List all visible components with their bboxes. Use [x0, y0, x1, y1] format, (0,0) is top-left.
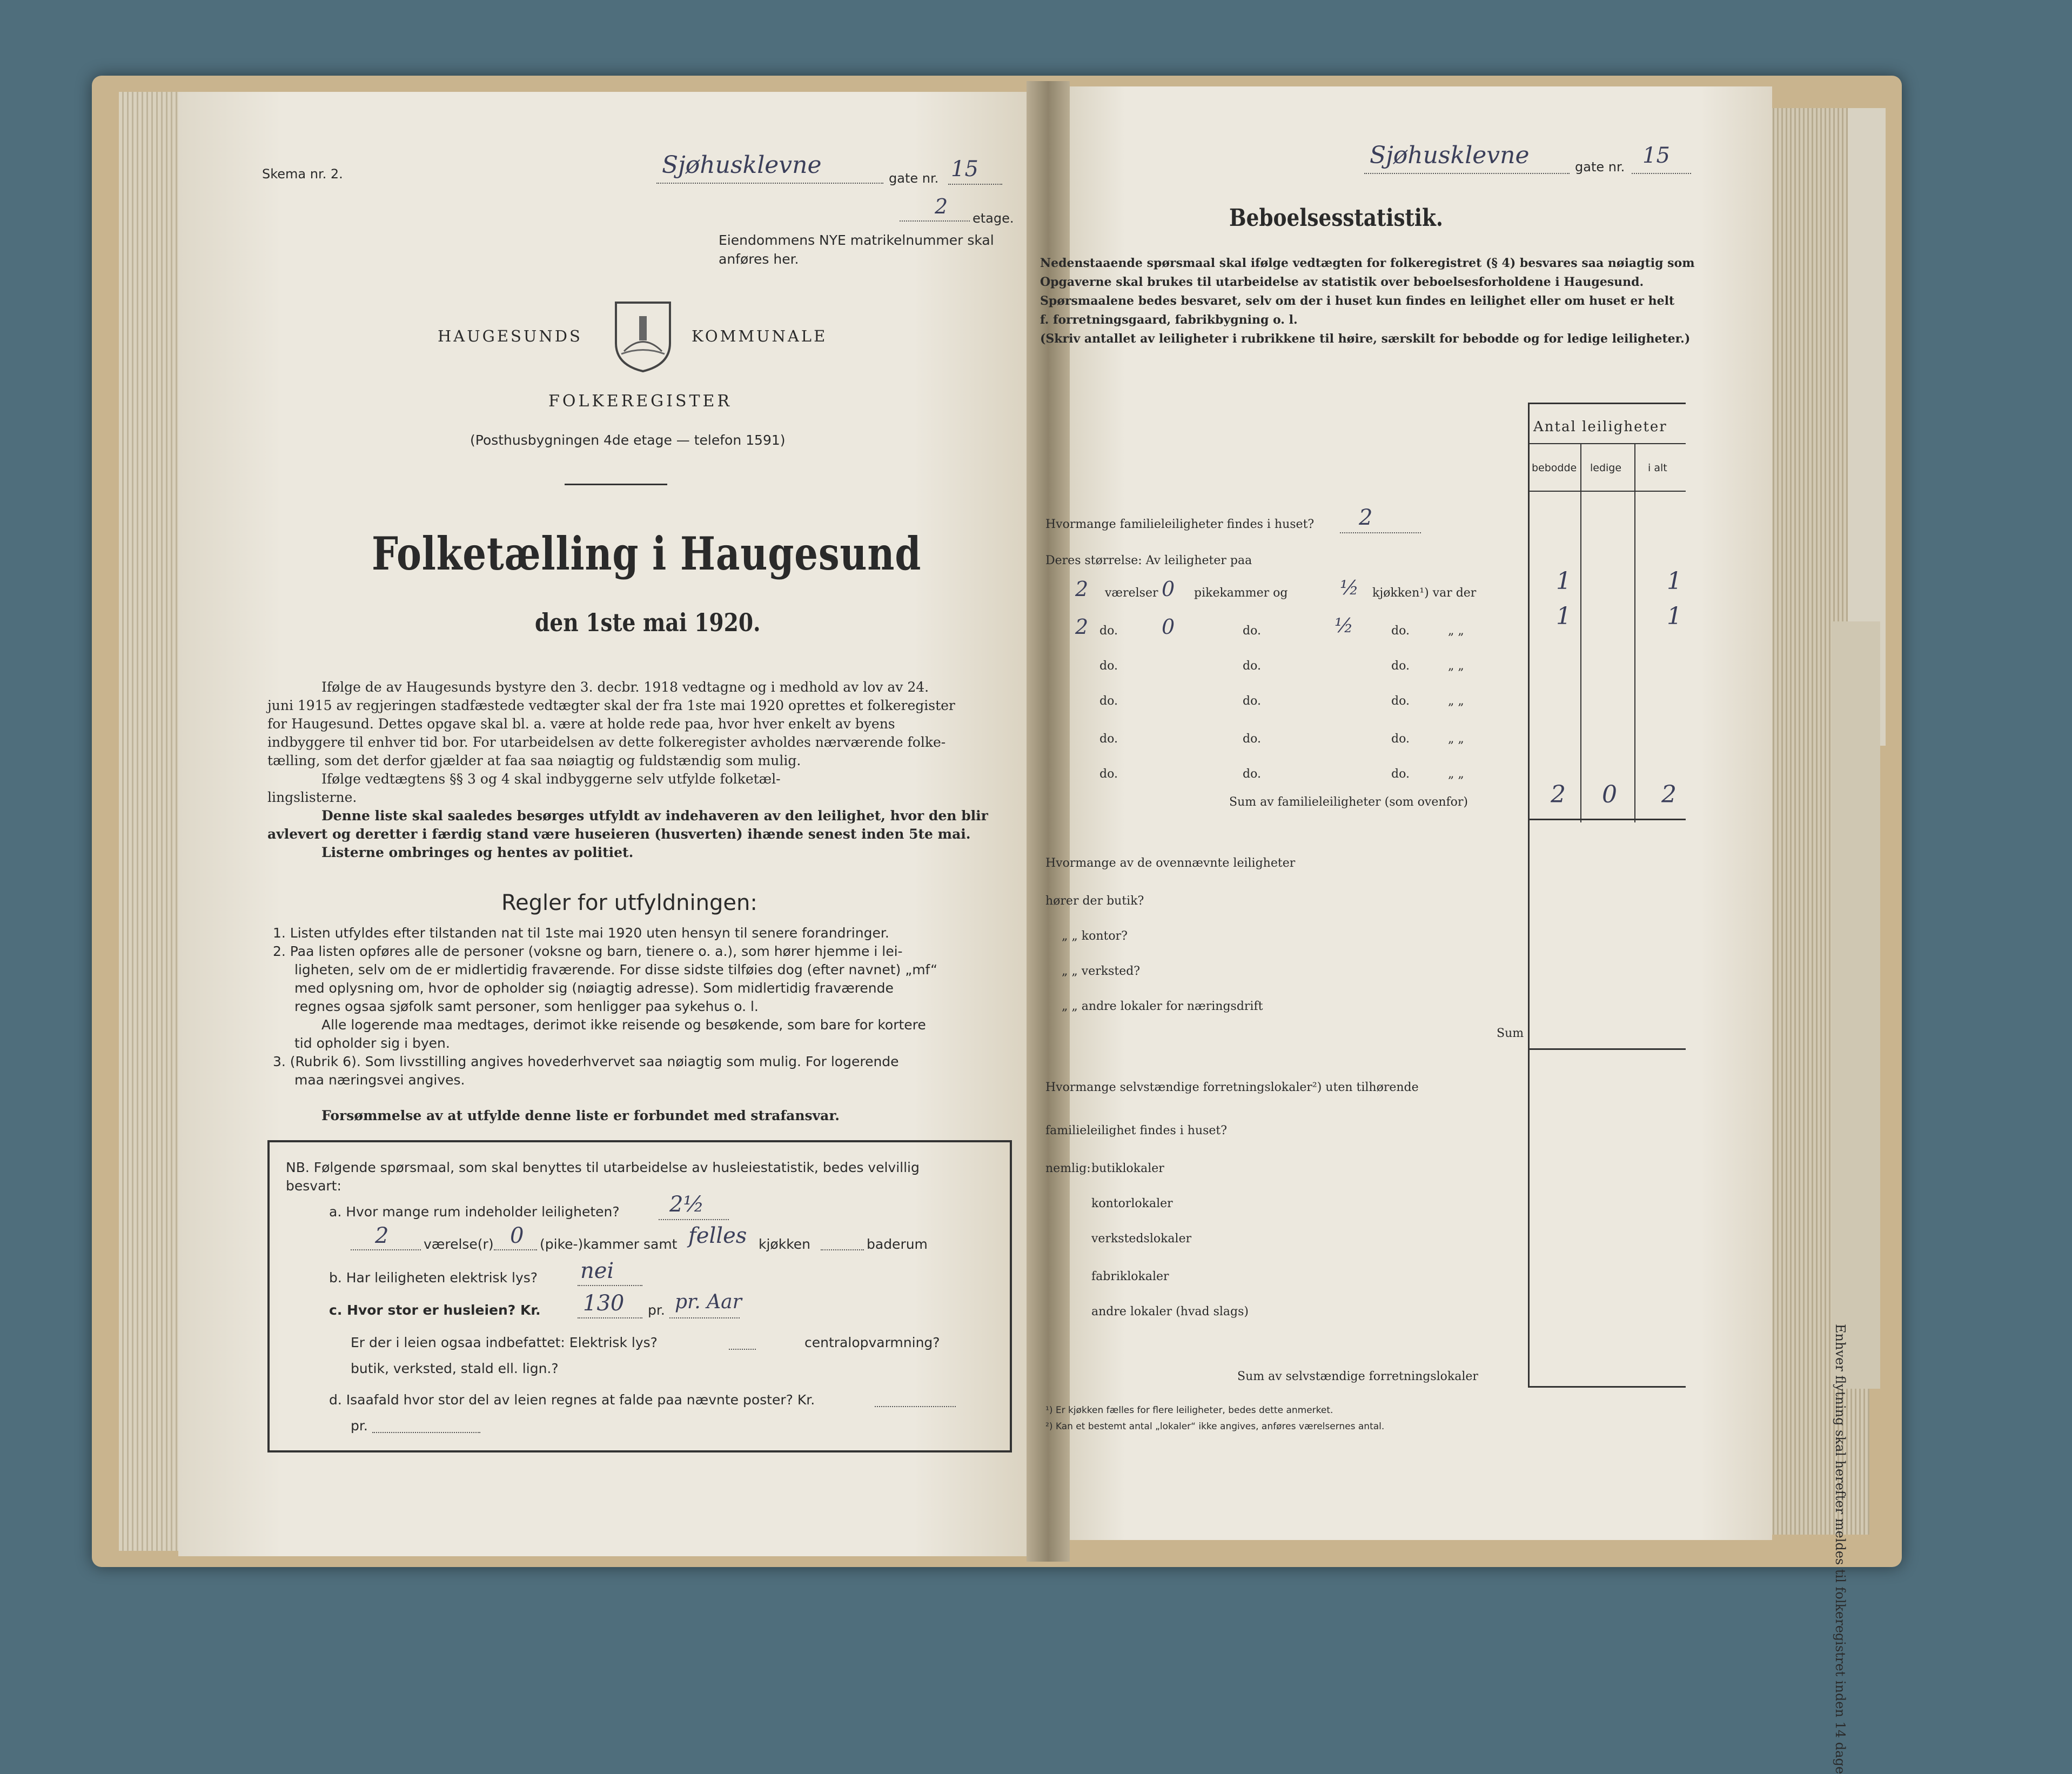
row5-do: do. [1099, 732, 1118, 746]
rule-line: tid opholder sig i byen. [294, 1035, 450, 1051]
table-subheader-rule [1528, 491, 1686, 492]
kontor-lokaler: kontorlokaler [1091, 1197, 1173, 1210]
sum-family: Sum av familieleiligheter (som ovenfor) [1229, 795, 1468, 809]
kitchen-value: felles [688, 1223, 747, 1248]
answer-b-line [578, 1285, 642, 1286]
nemlig-label: nemlig: [1045, 1162, 1091, 1175]
table-header-rule [1528, 443, 1686, 444]
intro-line: juni 1915 av regjeringen stadfæstede vedtægter skal der fra 1ste mai 1920 oprettes et folkeregister [267, 698, 955, 713]
included-line [729, 1349, 756, 1350]
right-street-name: Sjøhusklevne [1370, 142, 1530, 169]
question-central: centralopvarmning? [804, 1335, 940, 1350]
footnote-2: ²) Kan et bestemt antal „lokaler“ ikke angives, anføres værelsernes antal. [1045, 1421, 1385, 1432]
intro-line: indbyggere til enhver tid bor. For utarbeidelsen av dette folkeregister avholdes nærværende folke- [267, 734, 946, 750]
intro-line: for Haugesund. Dettes opgave skal bl. a. være at holde rede paa, hvor hver enkelt av byens [267, 716, 895, 732]
rooms-label: værelse(r) [424, 1236, 494, 1252]
rent-line [578, 1317, 642, 1318]
rule-line: regnes ogsaa sjøfolk samt personer, som henligger paa sykehus o. l. [294, 999, 759, 1014]
pike-line [494, 1249, 537, 1250]
matrikkel-note: Eiendommens NYE matrikelnummer skal [719, 232, 994, 248]
q-family-answer: 2 [1359, 505, 1373, 530]
row2-do-3: do. [1391, 624, 1410, 638]
pike-value: 0 [510, 1223, 524, 1248]
row2-ialt: 1 [1667, 603, 1682, 630]
etage-value: 2 [935, 195, 948, 218]
intro-text [267, 678, 1018, 862]
rules-list [273, 924, 1018, 1089]
question-shop: butik, verksted, stald ell. lign.? [351, 1361, 559, 1376]
subtitle: den 1ste mai 1920. [535, 608, 761, 637]
qd-pr-line [372, 1432, 480, 1433]
intro-line: Ifølge vedtægtens §§ 3 og 4 skal indbyggerne selv utfylde folketæl- [321, 771, 781, 787]
rent-period: pr. Aar [675, 1291, 742, 1313]
period-line [669, 1317, 740, 1318]
row2-kitchen: ½ [1335, 615, 1353, 637]
q-butik: hører der butik? [1045, 894, 1144, 908]
row6-do-3: do. [1391, 767, 1410, 781]
bath-label: baderum [867, 1236, 928, 1252]
q-independent-2: familieleilighet findes i huset? [1045, 1124, 1228, 1137]
question-d: d. Isaafald hvor stor del av leien regnes at falde paa nævnte poster? Kr. [329, 1392, 815, 1408]
q-verksted: „ „ verksted? [1062, 965, 1141, 978]
nb-line-2: besvart: [286, 1178, 341, 1194]
right-intro-line: Nedenstaaende spørsmaal skal ifølge vedtægten for folkeregistret (§ 4) besvares saa nøiagtig som [1040, 256, 1695, 270]
row2-pike: 0 [1162, 615, 1175, 639]
pike-label: (pike-)kammer samt [540, 1236, 678, 1252]
rent-per: pr. [648, 1302, 665, 1318]
row2-do-2: do. [1243, 624, 1261, 638]
andre-lokaler: andre lokaler (hvad slags) [1091, 1305, 1249, 1318]
question-c: c. Hvor stor er husleien? Kr. [329, 1302, 541, 1318]
row1-kitchen: ½ [1340, 577, 1359, 599]
rent-amount: 130 [583, 1291, 625, 1316]
municipality-right: KOMMUNALE [692, 327, 828, 345]
row1-rooms: 2 [1075, 577, 1089, 601]
q-shops: Hvormange av de ovennævnte leiligheter [1045, 856, 1296, 870]
right-intro-line: Opgaverne skal brukes til utarbeidelse av statistik over beboelsesforholdene i Haugesund. [1040, 275, 1644, 289]
col-ialt: i alt [1648, 462, 1667, 474]
nb-line: NB. Følgende spørsmaal, som skal benyttes til utarbeidelse av husleiestatistik, bedes velvillig [286, 1160, 920, 1175]
answer-b: nei [580, 1258, 614, 1283]
row1-kitchen-label: kjøkken¹) var der [1372, 586, 1477, 600]
kitchen-label: kjøkken [759, 1236, 811, 1252]
municipality-left: HAUGESUNDS [438, 327, 582, 345]
right-street-line [1364, 173, 1570, 174]
right-intro [1040, 254, 1753, 349]
q-family: Hvormange familieleiligheter findes i huset? [1045, 518, 1315, 531]
gate-nr-label: gate nr. [889, 171, 939, 186]
intro-line: avlevert og deretter i færdig stand være huseieren (husverten) ihænde senest inden 5te mai. [267, 826, 971, 842]
row1-pike-label: pikekammer og [1194, 586, 1288, 600]
etage-line [900, 220, 970, 222]
answer-a-line [659, 1219, 729, 1220]
sum-bebodde: 2 [1551, 781, 1566, 808]
address-line: (Posthusbygningen 4de etage — telefon 1591) [470, 432, 786, 448]
table-bottom-rule [1528, 1386, 1686, 1388]
table-sum-rule [1528, 819, 1686, 820]
intro-line: tælling, som det derfor gjælder at faa saa nøiagtig og fuldstændig som mulig. [267, 753, 801, 768]
intro-line: Ifølge de av Haugesunds bystyre den 3. decbr. 1918 vedtagne og i medhold av lov av 24. [321, 679, 929, 695]
rooms-value: 2 [375, 1223, 389, 1248]
rule-line: 2. Paa listen opføres alle de personer (voksne og barn, tienere o. a.), som hører hjemme i lei- [273, 943, 903, 959]
sum-ialt: 2 [1661, 781, 1677, 808]
question-included: Er der i leien ogsaa indbefattet: Elektrisk lys? [351, 1335, 658, 1350]
rule-line: med oplysning om, hvor de opholder sig (nøiagtig adresse). Som midlertidig fraværende [294, 980, 894, 996]
row1-pike: 0 [1162, 577, 1175, 601]
fabrik-lokaler: fabriklokaler [1091, 1270, 1169, 1283]
row2-rooms: 2 [1075, 615, 1089, 639]
q-family-line [1340, 532, 1421, 533]
row3-do: do. [1099, 659, 1118, 673]
street-name: Sjøhusklevne [662, 151, 822, 179]
gate-nr-value: 15 [951, 157, 978, 182]
rule-line: Alle logerende maa medtages, derimot ikke reisende og besøkende, som bare for kortere [321, 1017, 926, 1033]
form-number: Skema nr. 2. [262, 166, 343, 182]
nb-box [267, 1140, 1012, 1452]
table-sum-rule-2 [1528, 1048, 1686, 1050]
footnote-1: ¹) Er kjøkken fælles for flere leiligheter, bedes dette anmerket. [1045, 1405, 1333, 1416]
row4-do: do. [1099, 694, 1118, 708]
col-bebodde: bebodde [1532, 462, 1577, 474]
divider [565, 484, 667, 485]
row4-do-3: do. [1391, 694, 1410, 708]
question-a: a. Hvor mange rum indeholder leiligheten? [329, 1204, 620, 1220]
right-gate-label: gate nr. [1575, 159, 1625, 175]
row1-rooms-label: værelser [1105, 586, 1158, 600]
q-andre: „ „ andre lokaler for næringsdrift [1062, 1000, 1263, 1013]
gate-line [948, 184, 1002, 185]
verksted-lokaler: verkstedslokaler [1091, 1232, 1192, 1246]
row2-bebodde: 1 [1556, 603, 1571, 630]
intro-line: lingslisterne. [267, 789, 357, 805]
right-intro-line: Spørsmaalene bedes besvaret, selv om der i huset kun findes en leilighet eller om huset er helt [1040, 294, 1675, 308]
rule-line: 1. Listen utfyldes efter tilstanden nat til 1ste mai 1920 uten hensyn til senere forandringer. [273, 925, 889, 941]
q-kontor: „ „ kontor? [1062, 929, 1128, 943]
sum-ledige: 0 [1602, 781, 1617, 808]
row3-quotes: „ „ [1448, 659, 1464, 673]
row1-bebodde: 1 [1556, 567, 1571, 595]
matrikkel-note-2: anføres her. [719, 251, 799, 267]
col-ledige: ledige [1590, 462, 1622, 474]
intro-line: Denne liste skal saaledes besørges utfyldt av indehaveren av den leilighet, hvor den blir [321, 808, 988, 824]
registry-title: FOLKEREGISTER [548, 392, 732, 411]
question-b: b. Har leiligheten elektrisk lys? [329, 1270, 538, 1286]
right-intro-line: (Skriv antallet av leiligheter i rubrikkene til høire, særskilt for bebodde og for ledige leiligheter.) [1040, 332, 1691, 346]
row4-do-2: do. [1243, 694, 1261, 708]
row3-do-2: do. [1243, 659, 1261, 673]
rules-title: Regler for utfyldningen: [501, 891, 757, 915]
sum-independent: Sum av selvstændige forretningslokaler [1237, 1370, 1478, 1383]
table-col-rule-1 [1580, 444, 1581, 822]
row3-do-3: do. [1391, 659, 1410, 673]
butik-lokaler: butiklokaler [1091, 1162, 1164, 1175]
table-border-top [1528, 403, 1686, 404]
answer-a: 2½ [669, 1192, 705, 1217]
side-note: Enhver flytning skal herefter meldes til folkeregistret inden 14 dage [1833, 1324, 1848, 1774]
right-title: Beboelsesstatistik. [1229, 204, 1443, 232]
table-header: Antal leiligheter [1533, 419, 1667, 435]
rule-line: ligheten, selv om de er midlertidig fraværende. For disse sidste tilføies dog (efter navnet) „mf“ [294, 962, 938, 978]
q-independent: Hvormange selvstændige forretningslokaler²) uten tilhørende [1045, 1081, 1419, 1094]
row1-ialt: 1 [1667, 567, 1682, 595]
row6-do: do. [1099, 767, 1118, 781]
row6-do-2: do. [1243, 767, 1261, 781]
etage-label: etage. [973, 211, 1014, 226]
row6-quotes: „ „ [1448, 767, 1464, 781]
row4-quotes: „ „ [1448, 694, 1464, 708]
right-gate-value: 15 [1642, 143, 1670, 168]
q-size: Deres størrelse: Av leiligheter paa [1045, 554, 1252, 567]
street-line [656, 183, 883, 184]
row5-do-2: do. [1243, 732, 1261, 746]
intro-line: Listerne ombringes og hentes av politiet. [321, 845, 634, 860]
row5-quotes: „ „ [1448, 732, 1464, 746]
coat-of-arms [613, 300, 673, 373]
main-title: Folketælling i Haugesund [372, 527, 922, 580]
row2-quotes: „ „ [1448, 624, 1464, 638]
penalty-note: Forsømmelse av at utfylde denne liste er forbundet med strafansvar. [321, 1108, 840, 1123]
table-border-left [1528, 403, 1530, 1386]
rooms-line [351, 1249, 421, 1250]
rule-line: 3. (Rubrik 6). Som livsstilling angives hovederhvervet saa nøiagtig som mulig. For logerende [273, 1054, 899, 1069]
bath-line [821, 1249, 864, 1250]
right-gate-line [1632, 173, 1691, 174]
rule-line: maa næringsvei angives. [294, 1072, 465, 1088]
row2-do: do. [1099, 624, 1118, 638]
side-strip [1832, 621, 1880, 1774]
right-intro-line: f. forretningsgaard, fabrikbygning o. l. [1040, 313, 1298, 327]
row5-do-3: do. [1391, 732, 1410, 746]
qd-line [875, 1406, 956, 1407]
sum-label: Sum [1497, 1027, 1524, 1040]
question-d-pr: pr. [351, 1418, 368, 1434]
table-col-rule-2 [1634, 444, 1635, 822]
